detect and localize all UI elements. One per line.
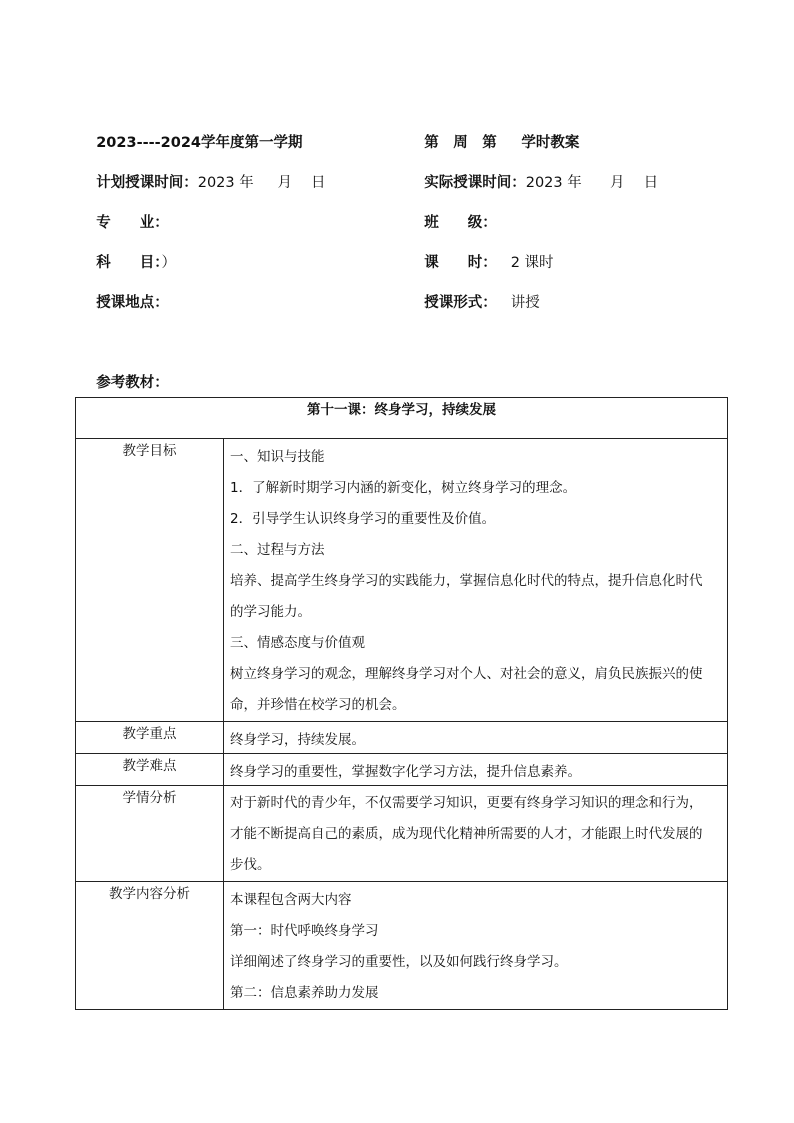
student-analysis-line: 步伐。 — [230, 857, 271, 873]
lesson-title: 第十一课：终身学习，持续发展 — [76, 398, 728, 439]
term-heading — [87, 113, 303, 153]
class-row — [415, 193, 497, 233]
week-label: 第 周 第 学时教案 — [424, 135, 580, 151]
actual-time-label: 实际授课时间： — [424, 175, 526, 191]
difficulties-row — [76, 754, 728, 786]
subject-label: 科 目： — [96, 255, 162, 271]
student-analysis-line: 才能不断提高自己的素质，成为现代化精神所需要的人才，才能跟上时代发展的 — [230, 826, 703, 842]
objectives-line: 三、情感态度与价值观 — [230, 635, 365, 651]
plan-time-value: 2023 年 月 日 — [197, 175, 326, 191]
objectives-row — [76, 439, 728, 722]
objectives-line: 2．引导学生认识终身学习的重要性及价值。 — [230, 511, 496, 527]
table-title-row — [76, 398, 728, 439]
student-analysis-line: 对于新时代的青少年，不仅需要学习知识，更要有终身学习知识的理念和行为， — [230, 795, 703, 811]
actual-time-row — [415, 153, 658, 193]
term-label: 2023----2024学年度第一学期 — [96, 135, 303, 151]
difficulties-text: 终身学习的重要性，掌握数字化学习方法，提升信息素养。 — [224, 754, 728, 786]
reference-label: 参考教材： — [96, 375, 169, 391]
content-analysis-line: 本课程包含两大内容 — [230, 892, 352, 908]
difficulties-label: 教学难点 — [76, 754, 224, 786]
location-row — [87, 273, 169, 313]
major-label: 专 业： — [96, 215, 169, 231]
student-analysis-label: 学情分析 — [76, 786, 224, 882]
week-heading — [415, 113, 579, 153]
student-analysis-content — [224, 786, 728, 882]
subject-value: ） — [161, 255, 176, 271]
objectives-line: 1．了解新时期学习内涵的新变化，树立终身学习的理念。 — [230, 480, 577, 496]
major-row — [87, 193, 169, 233]
plan-time-label: 计划授课时间： — [96, 175, 198, 191]
subject-row — [87, 233, 176, 273]
content-analysis-line: 详细阐述了终身学习的重要性，以及如何践行终身学习。 — [230, 954, 568, 970]
content-analysis-content — [224, 882, 728, 1010]
format-value: 讲授 — [510, 295, 540, 311]
content-analysis-label: 教学内容分析 — [76, 882, 224, 1010]
content-analysis-row — [76, 882, 728, 1010]
key-points-text: 终身学习，持续发展。 — [224, 722, 728, 754]
objectives-line: 的学习能力。 — [230, 604, 311, 620]
objectives-label: 教学目标 — [76, 439, 224, 722]
content-analysis-line: 第一：时代呼唤终身学习 — [230, 923, 379, 939]
hours-row — [415, 233, 554, 273]
key-points-label: 教学重点 — [76, 722, 224, 754]
objectives-line: 一、知识与技能 — [230, 449, 325, 465]
objectives-line: 培养、提高学生终身学习的实践能力，掌握信息化时代的特点，提升信息化时代 — [230, 573, 703, 589]
student-analysis-row — [76, 786, 728, 882]
format-row — [415, 273, 540, 313]
plan-time-row — [87, 153, 326, 193]
content-analysis-line: 第二：信息素养助力发展 — [230, 985, 379, 1001]
format-label: 授课形式： — [424, 295, 497, 311]
location-label: 授课地点： — [96, 295, 169, 311]
actual-time-value: 2023 年 月 日 — [525, 175, 659, 191]
objectives-line: 树立终身学习的观念，理解终身学习对个人、对社会的意义，肩负民族振兴的使 — [230, 666, 703, 682]
hours-value: 2 课时 — [510, 255, 554, 271]
objectives-line: 二、过程与方法 — [230, 542, 325, 558]
key-points-row — [76, 722, 728, 754]
objectives-content — [224, 439, 728, 722]
lesson-plan-table — [75, 397, 728, 1010]
objectives-line: 命，并珍惜在校学习的机会。 — [230, 697, 406, 713]
hours-label: 课 时： — [424, 255, 497, 271]
reference-row — [87, 353, 169, 393]
class-label: 班 级： — [424, 215, 497, 231]
